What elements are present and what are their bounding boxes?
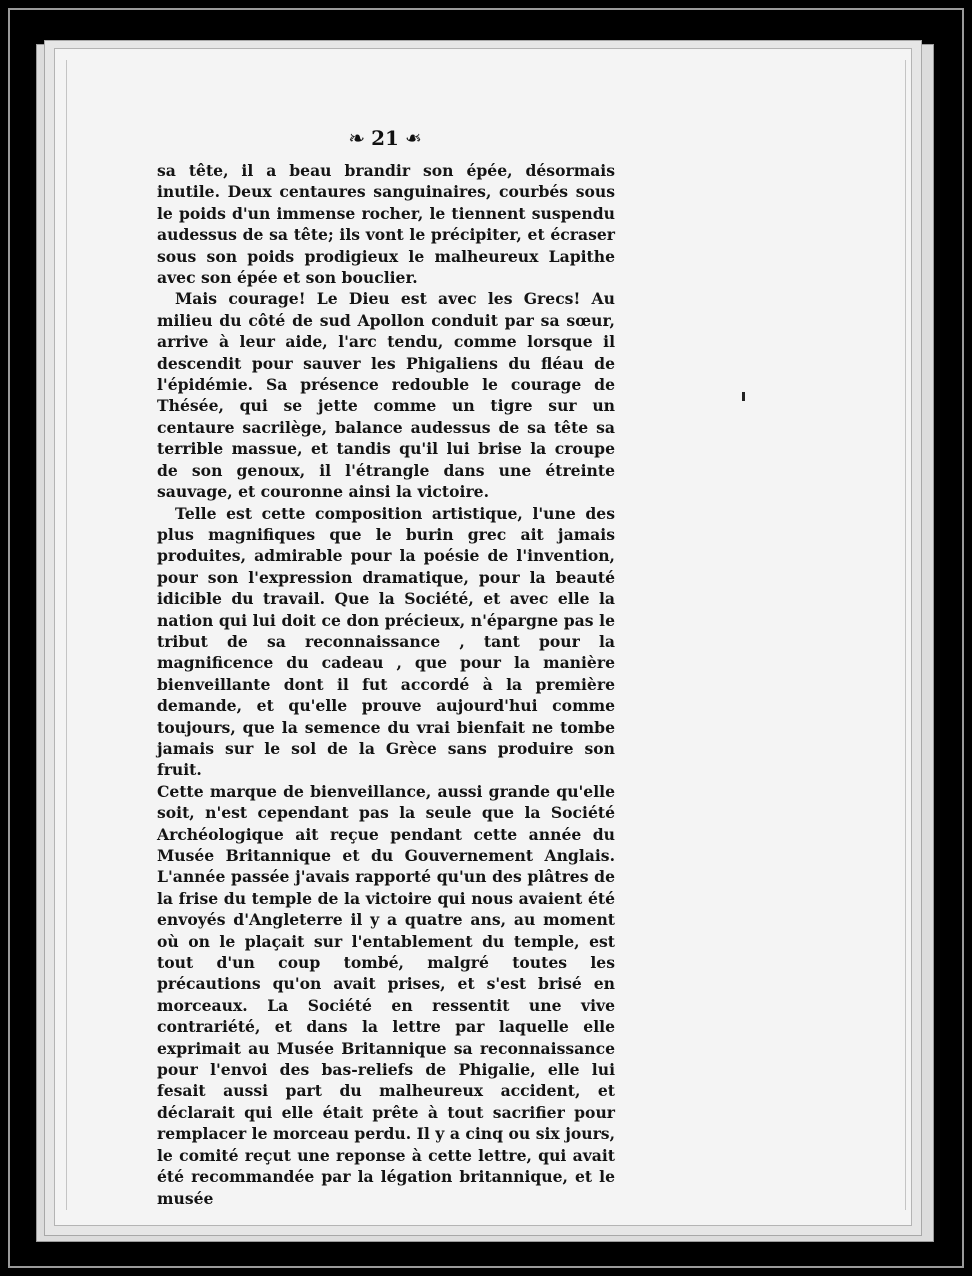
stray-mark [742,392,745,401]
page-header [330,124,440,152]
paragraph: sa tête, il a beau brandir son épée, désormais inutile. Deux centaures sanguinaires, courbés sous le poids d'un immense rocher, le tiennent suspendu audessus de sa tête; ils vont le précipiter, et écraser sous son poids prodigieux le malheureux Lapithe avec son épée et son bouclier. [157,161,615,288]
body-text [157,160,615,1209]
page-edge-line [66,60,67,1210]
ornament-left-icon: ❧ [348,126,366,150]
page-number: 21 [371,126,399,150]
ornament-right-icon: ❧ [404,126,422,150]
paragraph: Telle est cette composition artistique, l'une des plus magnifiques que le burin grec ait jamais produites, admirable pour la poésie de l'invention, pour son l'expression dramatique, pour la beauté idicible du travail. Que la Société, et avec elle la nation qui lui doit ce don précieux, n'épargne pas le tribut de sa reconnaissance , tant pour la magnificence du cadeau , que pour la manière bienveillante dont il fut accordé à la première demande, et qu'elle prouve aujourd'hui comme toujours, que la semence du vrai bienfait ne tombe jamais sur le sol de la Grèce sans produire son fruit. [157,503,615,780]
page-edge-line [905,60,906,1210]
paragraph: Mais courage! Le Dieu est avec les Grecs! Au milieu du côté de sud Apollon conduit par sa sœur, arrive à leur aide, l'arc tendu, comme lorsque il descendit pour sauver les Phigaliens du fléau de l'épidémie. Sa présence redouble le courage de Thésée, qui se jette comme un tigre sur un centaure sacrilège, balance audessus de sa tête sa terrible massue, et tandis qu'il lui brise la croupe de son genoux, il l'étrangle dans une étreinte sauvage, et couronne ainsi la victoire. [157,289,615,502]
paragraph: Cette marque de bienveillance, aussi grande qu'elle soit, n'est cependant pas la seule que la Société Archéologique ait reçue pendant cette année du Musée Britannique et du Gouvernement Anglais. L'année passée j'avais rapporté qu'un des plâtres de la frise du temple de la victoire qui nous avaient été envoyés d'Angleterre il y a quatre ans, au moment où on le plaçait sur l'entablement du temple, est tout d'un coup tombé, malgré toutes les précautions qu'on avait prises, et s'est brisé en morceaux. La Société en ressentit une vive contrariété, et dans la lettre par laquelle elle exprimait au Musée Britannique sa reconnaissance pour l'envoi des bas-reliefs de Phigalie, elle lui fesait aussi part du malheureux accident, et déclarait qui elle était prête à tout sacrifier pour remplacer le morceau perdu. Il y a cinq ou six jours, le comité reçut une reponse à cette lettre, qui avait été recommandée par la légation britannique, et le musée [157,781,615,1208]
